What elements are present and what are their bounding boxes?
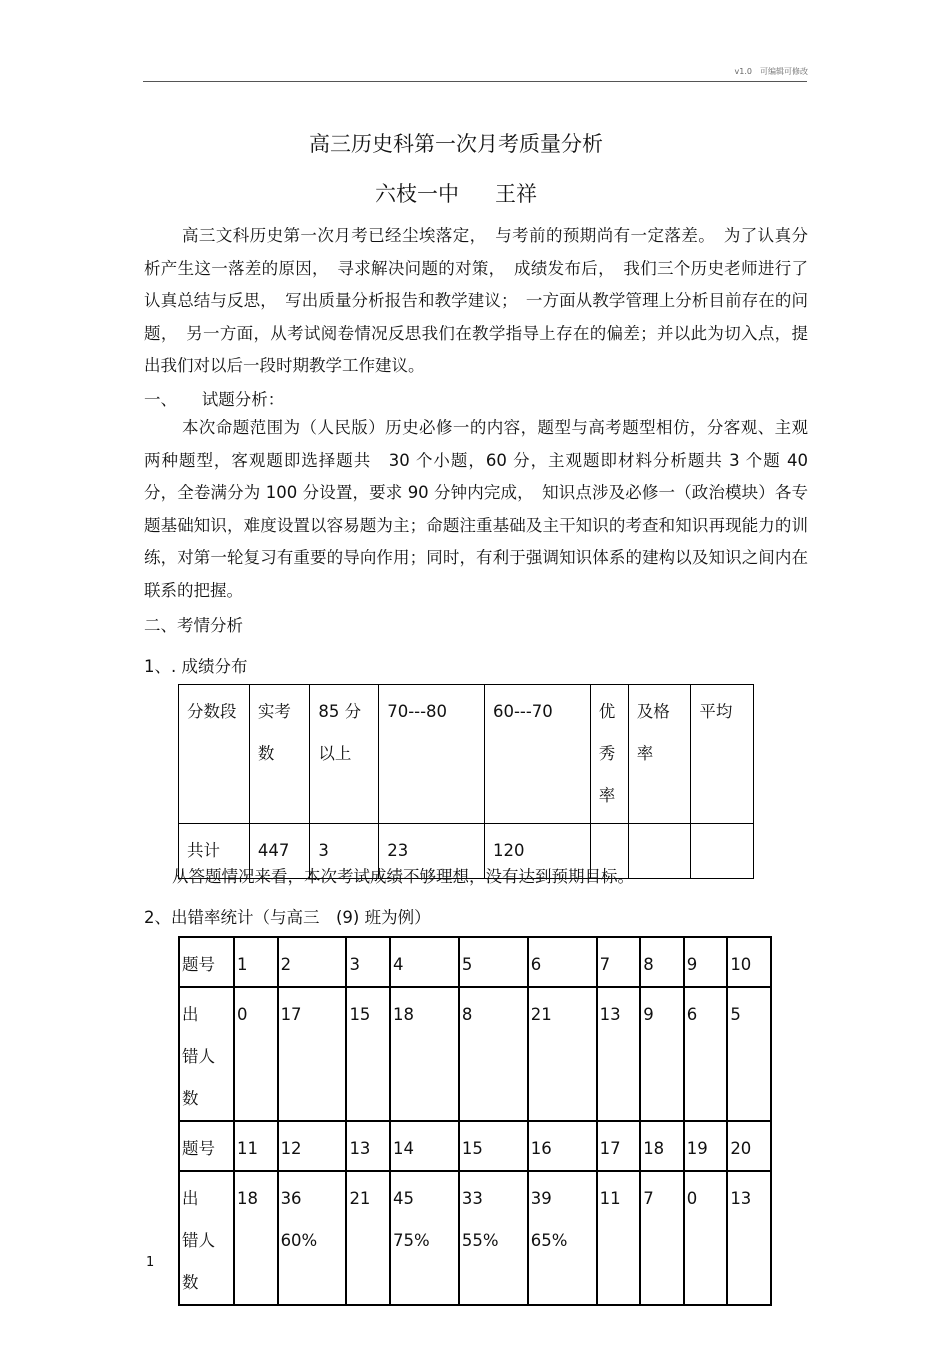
error-rate-table	[178, 936, 772, 1306]
error-count-row	[179, 987, 771, 1121]
table-cell: 0	[684, 1171, 728, 1305]
table-cell: 9	[640, 987, 684, 1121]
table-cell: 18	[234, 1171, 278, 1305]
table-cell: 5	[459, 937, 528, 987]
table-cell	[691, 824, 754, 879]
table-cell: 1	[234, 937, 278, 987]
section2-heading: 二、考情分析	[144, 616, 243, 635]
table-cell: 3	[346, 937, 390, 987]
intro-paragraph: 高三文科历史第一次月考已经尘埃落定， 与考前的预期尚有一定落差。 为了认真分析产生这一落差的原因， 寻求解决问题的对策， 成绩发布后， 我们三个历史老师进行了认真总结与反思， 写出质量分析报告和教学建议； 一方面从教学管理上分析目前存在的问题， 另一方面，从考试阅卷情况反思我们在教学指导上存在的偏差；并以此为切入点，提出我们对以后一段时期教学工作建议。	[144, 226, 808, 375]
author-name: 王祥	[495, 182, 537, 206]
header-cell: 85 分以上	[310, 685, 379, 824]
table-cell: 9	[684, 937, 728, 987]
table-cell: 17	[597, 1121, 641, 1171]
school-name: 六枝一中	[375, 182, 459, 206]
row-label-cell: 题号	[179, 1121, 234, 1171]
table-cell: 16	[528, 1121, 597, 1171]
row-label-cell: 出 错人数	[179, 987, 234, 1121]
table-cell: 23	[379, 824, 485, 879]
row-label-cell: 题号	[179, 937, 234, 987]
table-cell: 13	[597, 987, 641, 1121]
section1-paragraph: 本次命题范围为（人民版）历史必修一的内容，题型与高考题型相仿，分客观、主观两种题型，客观题即选择题共 30 个小题，60 分，主观题即材料分析题共 3 个题 40 分，全卷满分为 100 分设置，要求 90 分钟内完成， 知识点涉及必修一（政治模块）各专题基础知识，难度设置以容易题为主；命题注重基础及主干知识的考查和知识再现能力的训练，对第一轮复习有重要的导向作用；同时，有利于强调知识体系的建构以及知识之间内在联系的把握。	[144, 418, 808, 600]
table-cell: 12	[278, 1121, 347, 1171]
page-number: 1	[146, 1255, 155, 1270]
table-cell	[628, 824, 691, 879]
row-label-cell: 出 错人数	[179, 1171, 234, 1305]
table-cell: 17	[278, 987, 347, 1121]
table-cell: 33 55%	[459, 1171, 528, 1305]
table-cell: 21	[346, 1171, 390, 1305]
score-distribution-table	[178, 684, 754, 879]
table-cell: 共计	[179, 824, 250, 879]
table-cell: 2	[278, 937, 347, 987]
table-cell: 13	[346, 1121, 390, 1171]
table-cell: 13	[727, 1171, 771, 1305]
table-cell: 5	[727, 987, 771, 1121]
table-cell: 19	[684, 1121, 728, 1171]
table-cell: 14	[390, 1121, 459, 1171]
header-cell: 优秀率	[590, 685, 628, 824]
table-cell: 20	[727, 1121, 771, 1171]
table-cell: 8	[640, 937, 684, 987]
header-cell: 60---70	[484, 685, 590, 824]
table-cell: 7	[640, 1171, 684, 1305]
table1-note: 从答题情况来看，本次考试成绩不够理想，没有达到预期目标。	[172, 867, 634, 886]
table-cell: 11	[234, 1121, 278, 1171]
table-cell: 18	[640, 1121, 684, 1171]
table-cell: 39 65%	[528, 1171, 597, 1305]
question-number-row	[179, 1121, 771, 1171]
table-cell: 3	[310, 824, 379, 879]
table-cell: 15	[346, 987, 390, 1121]
document-title: 高三历史科第一次月考质量分析	[309, 132, 603, 156]
table-cell: 4	[390, 937, 459, 987]
table-cell: 8	[459, 987, 528, 1121]
table-cell: 447	[249, 824, 310, 879]
table-cell: 45 75%	[390, 1171, 459, 1305]
table-cell: 7	[597, 937, 641, 987]
error-count-row	[179, 1171, 771, 1305]
table-cell: 6	[684, 987, 728, 1121]
subsection2-heading: 2、出错率统计（与高三 (9) 班为例）	[144, 908, 431, 927]
header-cell: 70---80	[379, 685, 485, 824]
table-cell: 21	[528, 987, 597, 1121]
table-cell: 18	[390, 987, 459, 1121]
table-header-row	[179, 685, 754, 824]
header-cell: 分数段	[179, 685, 250, 824]
header-cell: 平均	[691, 685, 754, 824]
author-line	[0, 178, 912, 208]
table-cell: 120	[484, 824, 590, 879]
header-cell: 实考数	[249, 685, 310, 824]
table-cell: 11	[597, 1171, 641, 1305]
table-cell: 0	[234, 987, 278, 1121]
table-cell: 10	[727, 937, 771, 987]
question-number-row	[179, 937, 771, 987]
table-cell: 6	[528, 937, 597, 987]
section1-heading: 一、 试题分析：	[144, 390, 285, 409]
table-cell: 36 60%	[278, 1171, 347, 1305]
header-cell: 及格率	[628, 685, 691, 824]
header-rule	[143, 81, 807, 82]
table-cell: 15	[459, 1121, 528, 1171]
subsection1-heading: 1、. 成绩分布	[144, 657, 248, 676]
header-note: v1.0 可编辑可修改	[734, 67, 808, 76]
